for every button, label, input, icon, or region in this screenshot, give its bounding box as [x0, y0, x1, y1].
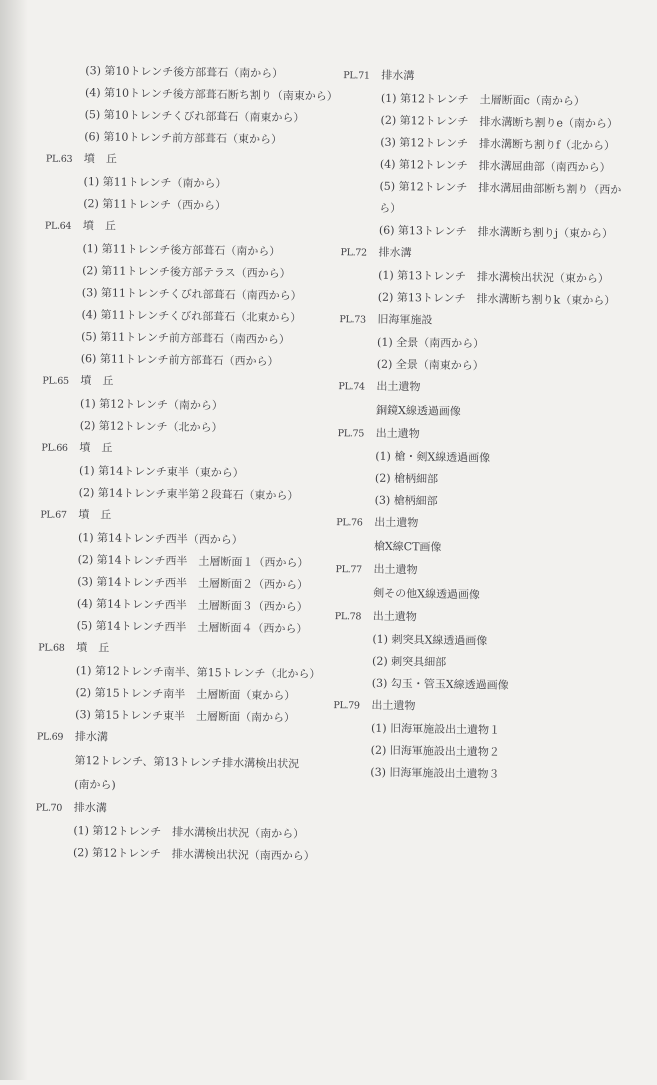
- plate-title: 墳 丘: [79, 441, 113, 455]
- photo-caption: (5) 第12トレンチ 排水溝屈曲部断ち割り（西から）: [379, 179, 622, 216]
- photo-caption: (2) 槍柄細部: [374, 471, 439, 486]
- photo-caption: (1) 第12トレンチ 排水溝検出状況（南から）: [73, 824, 305, 841]
- plate-title: 出土遺物: [373, 562, 418, 577]
- plate-entry: [336, 422, 627, 516]
- plate-entry: [339, 308, 630, 380]
- plate-number: PL.72: [340, 247, 367, 259]
- plate-title: 排水溝: [378, 245, 412, 260]
- photo-caption: (3) 第14トレンチ西半 土層断面２（西から）: [77, 575, 309, 592]
- photo-caption: (6) 第10トレンチ前方部葺石（東から）: [84, 130, 283, 147]
- photo-caption: (1) 第12トレンチ（南から）: [80, 397, 224, 413]
- photo-caption: (3) 第15トレンチ東半 土層断面（南から）: [75, 708, 296, 725]
- photo-caption: (2) 第12トレンチ 排水溝断ち割りe（南から）: [380, 113, 618, 131]
- photo-caption: (3) 勾玉・管玉X線透過画像: [371, 676, 509, 692]
- plate-entry: [38, 503, 330, 641]
- plate-title: 排水溝: [74, 730, 108, 744]
- plate-title: 出土遺物: [374, 515, 419, 530]
- photo-caption: (2) 第15トレンチ南半 土層断面（東から）: [75, 686, 296, 703]
- plate-note: 剣その他X線透過画像: [373, 586, 481, 602]
- photo-caption: (1) 第12トレンチ 土層断面c（南から）: [380, 91, 585, 108]
- plate-entry: [341, 64, 634, 246]
- photo-caption: (5) 第10トレンチくびれ部葺石（南東から）: [84, 108, 305, 125]
- plate-entry: [336, 511, 627, 563]
- plate-number: PL.77: [335, 564, 362, 576]
- plate-entry: [36, 725, 327, 801]
- photo-caption: (6) 第13トレンチ 排水溝断ち割りj（東から）: [378, 223, 614, 241]
- plate-title: 排水溝: [381, 68, 415, 83]
- photo-caption: (3) 旧海軍施設出土遺物３: [370, 765, 500, 781]
- plate-note: (南から): [74, 778, 116, 792]
- photo-caption: (1) 第14トレンチ西半（西から）: [77, 531, 243, 547]
- plate-entry: [41, 436, 332, 508]
- photo-caption: (1) 全景（南西から）: [377, 335, 485, 351]
- plate-entry: [334, 605, 625, 699]
- photo-caption: (1) 槍・剣X線透過画像: [375, 449, 491, 465]
- photo-caption: (1) 旧海軍施設出土遺物１: [370, 721, 501, 737]
- plate-entry: [335, 558, 626, 610]
- plate-title: 墳 丘: [83, 152, 118, 166]
- photo-caption: (4) 第12トレンチ 排水溝屈曲部（南西から）: [379, 157, 611, 175]
- plate-entry: [42, 369, 333, 441]
- plate-title: 旧海軍施設: [377, 312, 433, 327]
- photo-caption: (2) 第13トレンチ 排水溝断ち割りk（東から）: [377, 290, 616, 308]
- photo-caption: (2) 全景（南東から）: [376, 357, 484, 373]
- plate-entry: [46, 60, 337, 153]
- photo-caption: (2) 刺突具細部: [371, 654, 447, 669]
- plate-number: PL.75: [337, 428, 365, 440]
- photo-caption: (1) 刺突具X線透過画像: [372, 632, 488, 648]
- plate-number: PL.66: [41, 442, 68, 454]
- photo-caption: (3) 第10トレンチ後方部葺石（南から）: [85, 64, 284, 81]
- photo-caption: (1) 第12トレンチ南半、第15トレンチ（北から）: [75, 664, 321, 681]
- plate-number: PL.71: [343, 70, 370, 82]
- photo-caption: (5) 第14トレンチ西半 土層断面４（西から）: [76, 619, 308, 636]
- plate-entry: [338, 375, 629, 427]
- photo-caption: (1) 第11トレンチ（南から）: [83, 175, 227, 191]
- photo-caption: (4) 第10トレンチ後方部葺石断ち割り（南東から）: [84, 86, 338, 104]
- plate-note: 銅鏡X線透過画像: [375, 403, 461, 419]
- photo-caption: (2) 第14トレンチ東半第２段葺石（東から）: [78, 486, 299, 503]
- photo-caption: (1) 第14トレンチ東半（東から）: [78, 464, 244, 480]
- plate-title: 出土遺物: [371, 698, 416, 713]
- plate-number: PL.64: [44, 220, 72, 232]
- photo-caption: (5) 第11トレンチ前方部葺石（南西から）: [81, 330, 291, 347]
- plate-note: 槍X線CT画像: [373, 539, 442, 554]
- photo-caption: (3) 第12トレンチ 排水溝断ち割りf（北から）: [380, 135, 616, 153]
- plate-number: PL.74: [338, 381, 365, 393]
- plate-title: 出土遺物: [376, 379, 421, 394]
- plate-title: 出土遺物: [372, 609, 417, 624]
- plate-title: 墳 丘: [80, 374, 114, 388]
- photo-caption: (2) 第11トレンチ（西から）: [83, 197, 227, 213]
- plate-entry: [43, 214, 335, 374]
- plate-title: 排水溝: [73, 801, 107, 815]
- photo-caption: (4) 第11トレンチくびれ部葺石（北東から）: [81, 308, 302, 325]
- plate-entry: [340, 241, 631, 313]
- plate-number: PL.67: [40, 509, 67, 521]
- plate-entry: [35, 796, 326, 868]
- plate-title: 墳 丘: [76, 641, 110, 655]
- photo-caption: (3) 第11トレンチくびれ部葺石（南西から）: [81, 286, 302, 303]
- plate-entry: [37, 636, 328, 730]
- plate-number: PL.70: [35, 802, 63, 814]
- plate-number: PL.79: [333, 700, 360, 712]
- photo-caption: (2) 第12トレンチ 排水溝検出状況（南西から）: [72, 846, 315, 863]
- plate-entry: [332, 694, 623, 788]
- photo-caption: (1) 第13トレンチ 排水溝検出状況（東から）: [378, 268, 610, 286]
- left-column: [35, 60, 338, 868]
- photo-caption: (2) 第14トレンチ西半 土層断面１（西から）: [77, 553, 309, 570]
- plate-number: PL.73: [339, 314, 366, 326]
- plate-number: PL.68: [38, 642, 65, 654]
- photo-caption: (2) 第12トレンチ（北から）: [79, 419, 223, 435]
- plate-title: 墳 丘: [78, 508, 112, 522]
- plate-number: PL.63: [45, 153, 73, 165]
- plate-number: PL.65: [42, 375, 69, 387]
- photo-caption: (3) 槍柄細部: [374, 493, 438, 508]
- photo-caption: (6) 第11トレンチ前方部葺石（西から）: [80, 352, 279, 369]
- photo-caption: (1) 第11トレンチ後方部葺石（南から）: [82, 242, 281, 259]
- photo-caption: (4) 第14トレンチ西半 土層断面３（西から）: [76, 597, 308, 614]
- photo-caption: (2) 旧海軍施設出土遺物２: [370, 743, 500, 759]
- plate-title: 墳 丘: [82, 219, 117, 233]
- plate-number: PL.78: [334, 611, 362, 623]
- plate-entry: [45, 147, 336, 219]
- plate-title: 出土遺物: [375, 426, 420, 441]
- photo-caption: (2) 第11トレンチ後方部テラス（西から）: [82, 264, 291, 281]
- plate-number: PL.69: [36, 731, 64, 743]
- right-column: [332, 64, 633, 787]
- plate-number: PL.76: [336, 517, 363, 529]
- plate-note: 第12トレンチ、第13トレンチ排水溝検出状況: [74, 754, 300, 771]
